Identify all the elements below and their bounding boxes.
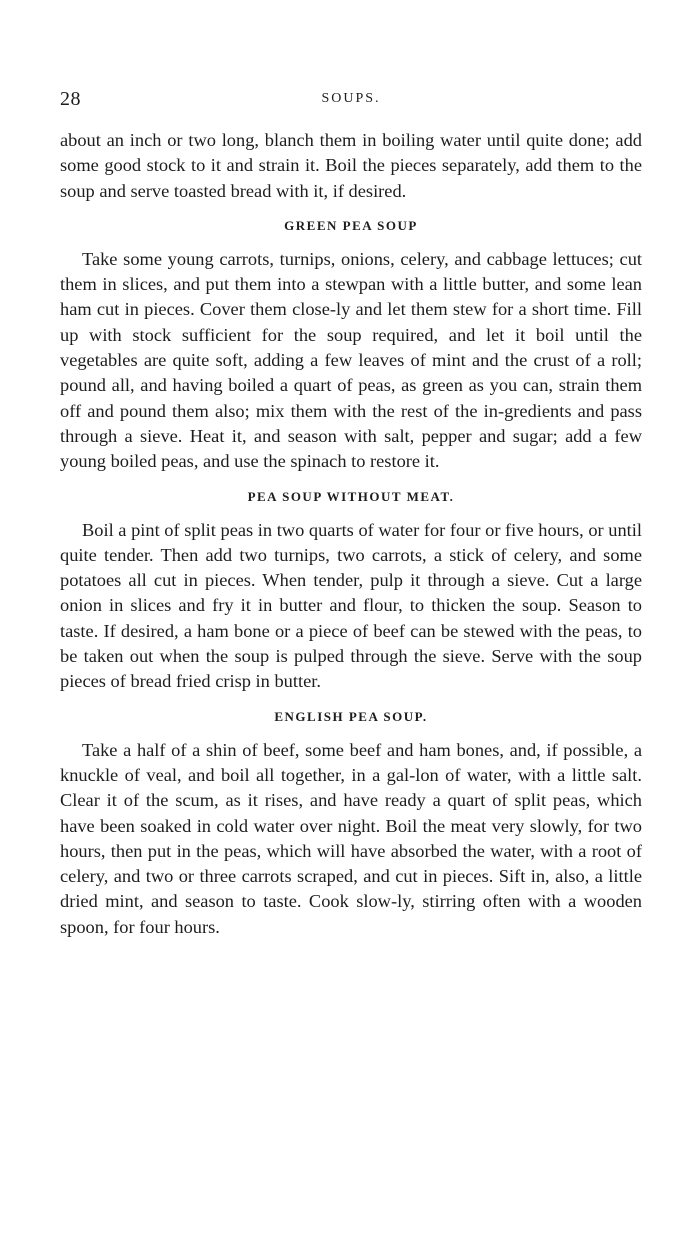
section-title-english-pea-soup: ENGLISH PEA SOUP. <box>274 708 428 724</box>
intro-paragraph: about an inch or two long, blanch them in boiling water until quite done; add some good stock to it and strain it. Boil the pieces separately, add them to the soup and serve toasted bread with it, if desired. <box>60 130 642 201</box>
section-title-pea-soup-without-meat: PEA SOUP WITHOUT MEAT. <box>247 488 455 504</box>
page-header <box>60 88 642 118</box>
page-number: 28 <box>60 88 81 110</box>
section-body-green-pea-soup: Take some young carrots, turnips, onions, celery, and cabbage lettuces; cut them in slices, and put them into a stewpan with a little butter, and some lean ham cut in pieces. Cover them close-ly and let them stew for a short time. Fill up with stock sufficient for the soup required, and let it boil until the vegetables are quite soft, adding a few leaves of mint and the crust of a roll; pound all, and having boiled a quart of peas, as green as you can, strain them off and pound them also; mix them with the rest of the in-gredients and pass through a sieve. Heat it, and season with salt, pepper and sugar; add a few young boiled peas, and use the spinach to restore it. <box>60 248 642 472</box>
running-head: SOUPS. <box>321 91 381 106</box>
book-page <box>60 88 642 940</box>
section-body-english-pea-soup: Take a half of a shin of beef, some beef and ham bones, and, if possible, a knuckle of veal, and boil all together, in a gal-lon of water, with a little salt. Clear it of the scum, as it rises, and have ready a quart of split peas, which have been soaked in cold water over night. Boil the meat very slowly, for two hours, then put in the peas, which will have absorbed the water, with a root of celery, and two or three carrots scraped, and cut in pieces. Sift in, also, a little dried mint, and season to taste. Cook slow-ly, stirring often with a wooden spoon, for four hours. <box>60 739 642 937</box>
section-title-green-pea-soup: GREEN PEA SOUP <box>284 217 418 233</box>
section-body-pea-soup-without-meat: Boil a pint of split peas in two quarts of water for four or five hours, or until quite tender. Then add two turnips, two carrots, a stick of celery, and some potatoes all cut in pieces. When tender, pulp it through a sieve. Cut a large onion in slices and fry it in butter and flour, to thicken the soup. Season to taste. If desired, a ham bone or a piece of beef can be stewed with the peas, to be taken out when the soup is pulped through the sieve. Serve with the soup pieces of bread fried crisp in butter. <box>60 519 642 692</box>
